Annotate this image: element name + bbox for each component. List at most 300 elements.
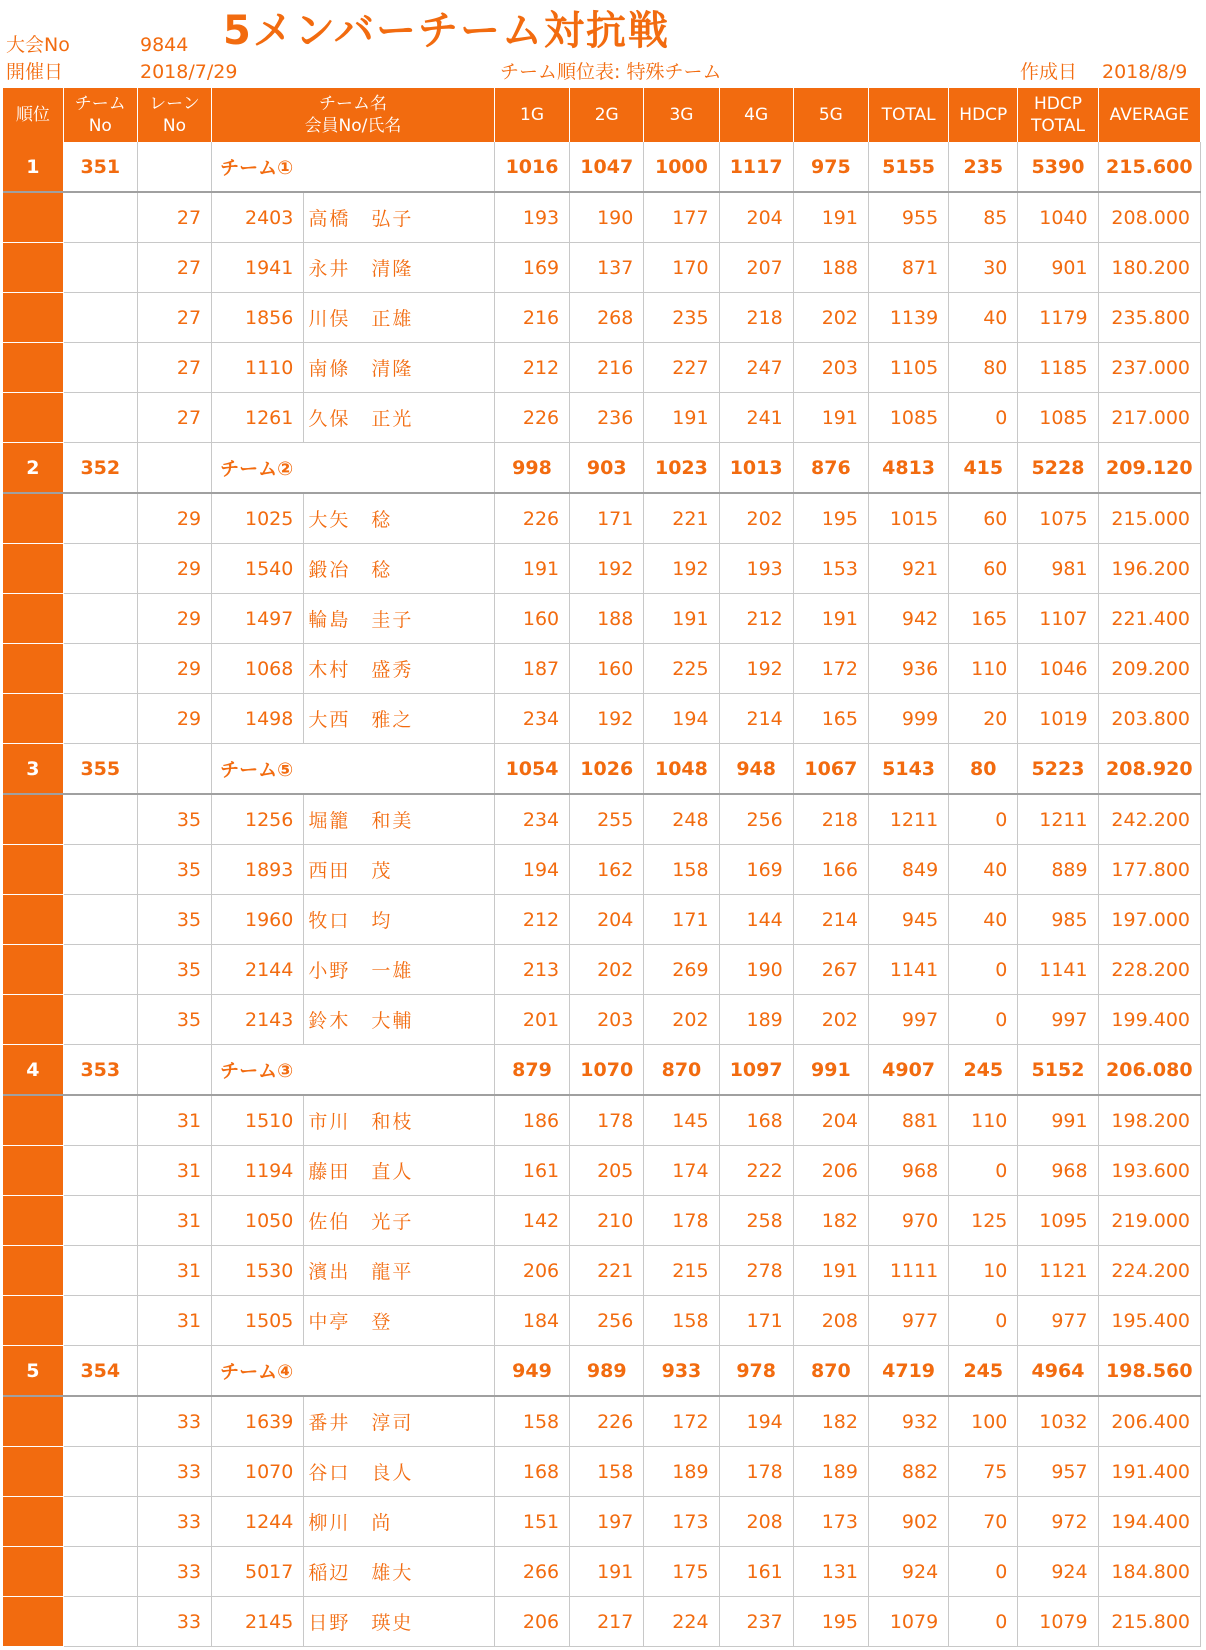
game-score-cell: 184 [494,1296,569,1346]
game-score-cell: 165 [793,694,868,744]
member-no-cell: 5017 [212,1547,304,1597]
member-no-cell: 1893 [212,845,304,895]
hdcp-total-cell: 1179 [1018,293,1098,343]
member-no-cell: 1505 [212,1296,304,1346]
lane-cell: 29 [137,493,211,544]
total-cell: 849 [868,845,948,895]
member-row [3,1095,1201,1146]
game-score-cell: 903 [570,443,644,494]
rank-cell: 4 [3,1045,63,1096]
hdcp-cell: 60 [949,493,1018,544]
hdcp-total-cell: 1040 [1018,192,1098,243]
team-no-cell: 354 [63,1346,137,1397]
game-score-cell: 191 [644,594,719,644]
lane-cell: 27 [137,243,211,293]
game-score-cell: 191 [793,393,868,443]
col-5g: 5G [793,88,868,142]
team-no-cell [63,895,137,945]
lane-cell: 29 [137,644,211,694]
game-score-cell: 214 [793,895,868,945]
game-score-cell: 256 [570,1296,644,1346]
member-no-cell: 1194 [212,1146,304,1196]
game-score-cell: 255 [570,794,644,845]
rank-cell [3,1095,63,1146]
rank-cell [3,243,63,293]
team-no-cell [63,293,137,343]
hdcp-cell: 125 [949,1196,1018,1246]
total-cell: 1079 [868,1597,948,1647]
lane-cell [137,142,211,192]
game-score-cell: 205 [570,1146,644,1196]
game-score-cell: 160 [570,644,644,694]
team-name-cell: チーム① [212,142,495,192]
rank-cell [3,694,63,744]
total-cell: 1085 [868,393,948,443]
game-score-cell: 234 [494,794,569,845]
average-cell: 180.200 [1098,243,1200,293]
game-score-cell: 195 [793,1597,868,1647]
member-row [3,1497,1201,1547]
game-score-cell: 166 [793,845,868,895]
hdcp-cell: 110 [949,644,1018,694]
hdcp-cell: 245 [949,1346,1018,1397]
member-no-cell: 1261 [212,393,304,443]
member-no-cell: 2145 [212,1597,304,1647]
hdcp-total-cell: 981 [1018,544,1098,594]
team-no-cell [63,192,137,243]
team-row [3,1346,1201,1397]
game-score-cell: 212 [494,343,569,393]
held-date-value: 2018/7/29 [140,61,238,83]
lane-cell: 35 [137,794,211,845]
game-score-cell: 222 [719,1146,793,1196]
member-name-cell: 西田 茂 [304,845,495,895]
hdcp-cell: 75 [949,1447,1018,1497]
total-cell: 924 [868,1547,948,1597]
game-score-cell: 192 [570,544,644,594]
member-no-cell: 1510 [212,1095,304,1146]
game-score-cell: 1026 [570,744,644,795]
report-subtitle: チーム順位表: 特殊チーム [500,61,722,83]
average-cell: 206.080 [1098,1045,1200,1096]
total-cell: 955 [868,192,948,243]
game-score-cell: 202 [570,945,644,995]
rank-cell [3,1547,63,1597]
hdcp-total-cell: 5152 [1018,1045,1098,1096]
average-cell: 219.000 [1098,1196,1200,1246]
average-cell: 242.200 [1098,794,1200,845]
team-no-cell: 355 [63,744,137,795]
average-cell: 215.000 [1098,493,1200,544]
held-date-label: 開催日 [6,61,64,83]
game-score-cell: 189 [644,1447,719,1497]
team-no-cell [63,1146,137,1196]
member-no-cell: 1498 [212,694,304,744]
member-row [3,945,1201,995]
member-row [3,192,1201,243]
game-score-cell: 221 [570,1246,644,1296]
game-score-cell: 192 [719,644,793,694]
member-no-cell: 1960 [212,895,304,945]
game-score-cell: 203 [793,343,868,393]
total-cell: 968 [868,1146,948,1196]
lane-cell: 29 [137,694,211,744]
game-score-cell: 210 [570,1196,644,1246]
member-row [3,1597,1201,1647]
game-score-cell: 194 [719,1396,793,1447]
col-lane-no: レーン No [137,88,211,142]
game-score-cell: 227 [644,343,719,393]
game-score-cell: 212 [719,594,793,644]
member-name-cell: 牧口 均 [304,895,495,945]
team-row [3,1045,1201,1096]
member-name-cell: 鍛冶 稔 [304,544,495,594]
member-no-cell: 2143 [212,995,304,1045]
member-name-cell: 中亭 登 [304,1296,495,1346]
col-4g: 4G [719,88,793,142]
game-score-cell: 204 [793,1095,868,1146]
total-cell: 970 [868,1196,948,1246]
hdcp-cell: 70 [949,1497,1018,1547]
lane-cell: 33 [137,1396,211,1447]
col-total: TOTAL [868,88,948,142]
game-score-cell: 182 [793,1396,868,1447]
rank-cell [3,1246,63,1296]
rank-cell: 2 [3,443,63,494]
hdcp-cell: 165 [949,594,1018,644]
rank-cell [3,293,63,343]
hdcp-cell: 10 [949,1246,1018,1296]
rank-cell [3,794,63,845]
game-score-cell: 191 [644,393,719,443]
hdcp-cell: 235 [949,142,1018,192]
member-name-cell: 川俣 正雄 [304,293,495,343]
rank-cell [3,995,63,1045]
game-score-cell: 202 [644,995,719,1045]
game-score-cell: 203 [570,995,644,1045]
average-cell: 217.000 [1098,393,1200,443]
game-score-cell: 213 [494,945,569,995]
team-no-cell [63,1497,137,1547]
member-name-cell: 市川 和枝 [304,1095,495,1146]
hdcp-cell: 110 [949,1095,1018,1146]
member-name-cell: 小野 一雄 [304,945,495,995]
game-score-cell: 218 [719,293,793,343]
game-score-cell: 991 [793,1045,868,1096]
game-score-cell: 879 [494,1045,569,1096]
member-name-cell: 輪島 圭子 [304,594,495,644]
member-name-cell: 久保 正光 [304,393,495,443]
game-score-cell: 202 [793,995,868,1045]
team-row [3,443,1201,494]
game-score-cell: 248 [644,794,719,845]
team-row [3,142,1201,192]
rank-cell [3,1146,63,1196]
hdcp-total-cell: 1107 [1018,594,1098,644]
member-row [3,393,1201,443]
game-score-cell: 204 [570,895,644,945]
member-no-cell: 1244 [212,1497,304,1547]
col-hdcp-total: HDCP TOTAL [1018,88,1098,142]
game-score-cell: 191 [793,192,868,243]
member-row [3,293,1201,343]
lane-cell: 29 [137,594,211,644]
member-row [3,493,1201,544]
game-score-cell: 1016 [494,142,569,192]
game-score-cell: 949 [494,1346,569,1397]
member-name-cell: 南條 清隆 [304,343,495,393]
hdcp-total-cell: 985 [1018,895,1098,945]
game-score-cell: 178 [570,1095,644,1146]
game-score-cell: 169 [719,845,793,895]
game-score-cell: 216 [494,293,569,343]
team-no-cell [63,694,137,744]
member-no-cell: 1540 [212,544,304,594]
member-no-cell: 1497 [212,594,304,644]
game-score-cell: 978 [719,1346,793,1397]
game-score-cell: 226 [570,1396,644,1447]
average-cell: 221.400 [1098,594,1200,644]
total-cell: 997 [868,995,948,1045]
rank-cell [3,393,63,443]
team-no-cell [63,544,137,594]
lane-cell [137,744,211,795]
member-row [3,343,1201,393]
hdcp-cell: 80 [949,343,1018,393]
average-cell: 177.800 [1098,845,1200,895]
game-score-cell: 158 [644,1296,719,1346]
member-no-cell: 1070 [212,1447,304,1497]
game-score-cell: 1070 [570,1045,644,1096]
hdcp-cell: 0 [949,393,1018,443]
game-score-cell: 178 [719,1447,793,1497]
game-score-cell: 189 [719,995,793,1045]
hdcp-cell: 245 [949,1045,1018,1096]
total-cell: 1015 [868,493,948,544]
total-cell: 999 [868,694,948,744]
team-no-cell [63,343,137,393]
game-score-cell: 870 [793,1346,868,1397]
game-score-cell: 267 [793,945,868,995]
game-score-cell: 190 [719,945,793,995]
total-cell: 881 [868,1095,948,1146]
game-score-cell: 989 [570,1346,644,1397]
game-score-cell: 194 [644,694,719,744]
total-cell: 5155 [868,142,948,192]
game-score-cell: 204 [719,192,793,243]
game-score-cell: 208 [719,1497,793,1547]
average-cell: 235.800 [1098,293,1200,343]
team-no-cell [63,945,137,995]
average-cell: 224.200 [1098,1246,1200,1296]
game-score-cell: 191 [793,594,868,644]
hdcp-total-cell: 1141 [1018,945,1098,995]
lane-cell [137,1045,211,1096]
lane-cell: 33 [137,1547,211,1597]
hdcp-total-cell: 924 [1018,1547,1098,1597]
hdcp-total-cell: 1185 [1018,343,1098,393]
game-score-cell: 247 [719,343,793,393]
game-score-cell: 145 [644,1095,719,1146]
average-cell: 197.000 [1098,895,1200,945]
hdcp-total-cell: 5223 [1018,744,1098,795]
game-score-cell: 948 [719,744,793,795]
rank-cell [3,1396,63,1447]
member-name-cell: 大矢 稔 [304,493,495,544]
game-score-cell: 226 [494,393,569,443]
member-name-cell: 日野 瑛史 [304,1597,495,1647]
member-row [3,1296,1201,1346]
team-no-cell [63,1396,137,1447]
lane-cell: 31 [137,1246,211,1296]
game-score-cell: 208 [793,1296,868,1346]
game-score-cell: 158 [570,1447,644,1497]
lane-cell: 35 [137,945,211,995]
member-no-cell: 2144 [212,945,304,995]
rank-cell [3,343,63,393]
member-row [3,594,1201,644]
game-score-cell: 278 [719,1246,793,1296]
total-cell: 1211 [868,794,948,845]
team-no-cell: 353 [63,1045,137,1096]
game-score-cell: 182 [793,1196,868,1246]
game-score-cell: 177 [644,192,719,243]
average-cell: 215.600 [1098,142,1200,192]
hdcp-cell: 40 [949,845,1018,895]
team-name-cell: チーム④ [212,1346,495,1397]
member-no-cell: 1110 [212,343,304,393]
game-score-cell: 870 [644,1045,719,1096]
rank-cell [3,1447,63,1497]
hdcp-total-cell: 5228 [1018,443,1098,494]
hdcp-cell: 100 [949,1396,1018,1447]
member-row [3,794,1201,845]
team-no-cell [63,1196,137,1246]
team-no-cell [63,243,137,293]
created-date-label: 作成日 [1020,61,1078,83]
total-cell: 871 [868,243,948,293]
team-no-cell [63,1547,137,1597]
hdcp-cell: 0 [949,995,1018,1045]
member-name-cell: 濱出 龍平 [304,1246,495,1296]
hdcp-total-cell: 5390 [1018,142,1098,192]
game-score-cell: 161 [494,1146,569,1196]
team-no-cell [63,1597,137,1647]
game-score-cell: 186 [494,1095,569,1146]
member-name-cell: 永井 清隆 [304,243,495,293]
game-score-cell: 137 [570,243,644,293]
average-cell: 208.920 [1098,744,1200,795]
game-score-cell: 151 [494,1497,569,1547]
total-cell: 1105 [868,343,948,393]
team-no-cell [63,794,137,845]
game-score-cell: 191 [570,1547,644,1597]
game-score-cell: 1117 [719,142,793,192]
member-name-cell: 鈴木 大輔 [304,995,495,1045]
team-no-cell [63,1296,137,1346]
total-cell: 1139 [868,293,948,343]
game-score-cell: 269 [644,945,719,995]
created-date-value: 2018/8/9 [1102,61,1188,83]
rank-cell [3,845,63,895]
member-row [3,544,1201,594]
game-score-cell: 256 [719,794,793,845]
member-row [3,1396,1201,1447]
game-score-cell: 214 [719,694,793,744]
hdcp-total-cell: 1085 [1018,393,1098,443]
game-score-cell: 1054 [494,744,569,795]
hdcp-total-cell: 991 [1018,1095,1098,1146]
rank-cell [3,945,63,995]
game-score-cell: 1067 [793,744,868,795]
member-name-cell: 木村 盛秀 [304,644,495,694]
game-score-cell: 241 [719,393,793,443]
col-3g: 3G [644,88,719,142]
team-no-cell [63,1095,137,1146]
hdcp-cell: 0 [949,1597,1018,1647]
lane-cell: 29 [137,544,211,594]
rank-cell [3,544,63,594]
lane-cell: 35 [137,845,211,895]
game-score-cell: 178 [644,1196,719,1246]
hdcp-total-cell: 4964 [1018,1346,1098,1397]
member-name-cell: 番井 淳司 [304,1396,495,1447]
team-no-cell [63,393,137,443]
total-cell: 5143 [868,744,948,795]
standings-table [3,88,1201,1647]
total-cell: 932 [868,1396,948,1447]
game-score-cell: 193 [494,192,569,243]
hdcp-total-cell: 997 [1018,995,1098,1045]
col-name: チーム名 会員No/氏名 [212,88,495,142]
game-score-cell: 144 [719,895,793,945]
average-cell: 193.600 [1098,1146,1200,1196]
hdcp-total-cell: 977 [1018,1296,1098,1346]
lane-cell: 35 [137,995,211,1045]
team-name-cell: チーム② [212,443,495,494]
game-score-cell: 1013 [719,443,793,494]
average-cell: 237.000 [1098,343,1200,393]
col-average: AVERAGE [1098,88,1200,142]
team-no-cell [63,1246,137,1296]
total-cell: 936 [868,644,948,694]
total-cell: 945 [868,895,948,945]
table-header-row [3,88,1201,142]
game-score-cell: 172 [793,644,868,694]
hdcp-cell: 0 [949,1296,1018,1346]
average-cell: 191.400 [1098,1447,1200,1497]
game-score-cell: 221 [644,493,719,544]
rank-cell [3,1196,63,1246]
hdcp-total-cell: 1075 [1018,493,1098,544]
average-cell: 195.400 [1098,1296,1200,1346]
lane-cell: 27 [137,192,211,243]
hdcp-total-cell: 1046 [1018,644,1098,694]
game-score-cell: 171 [719,1296,793,1346]
rank-cell [3,895,63,945]
game-score-cell: 216 [570,343,644,393]
total-cell: 4907 [868,1045,948,1096]
game-score-cell: 172 [644,1396,719,1447]
game-score-cell: 235 [644,293,719,343]
lane-cell: 31 [137,1296,211,1346]
game-score-cell: 192 [570,694,644,744]
rank-cell [3,192,63,243]
team-no-cell: 351 [63,142,137,192]
lane-cell: 33 [137,1497,211,1547]
col-2g: 2G [570,88,644,142]
game-score-cell: 1000 [644,142,719,192]
